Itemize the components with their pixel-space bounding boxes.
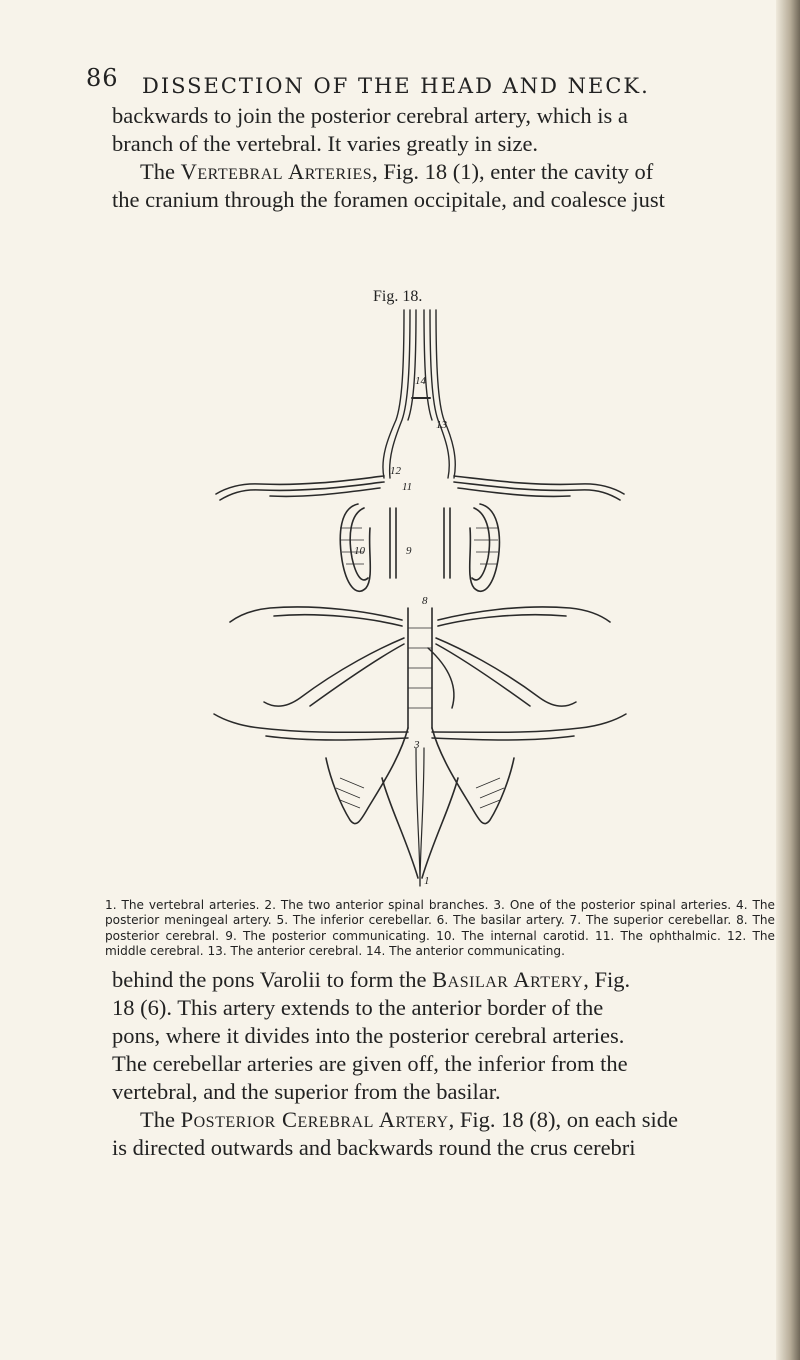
basilar-line-4: The cerebellar arteries are given off, the inferior from the (112, 1051, 628, 1076)
basilar-line-1: behind the pons Varolii to form the Basilar Artery, Fig. (112, 967, 631, 992)
running-title: DISSECTION OF THE HEAD AND NECK. (142, 74, 650, 98)
figure-label-1: 1 (424, 875, 430, 887)
figure-label-14: 14 (415, 375, 426, 387)
intro-line-1: backwards to join the posterior cerebral artery, which is a (112, 103, 628, 128)
vertebral-arteries-term: Vertebral Arteries (180, 159, 373, 184)
vertebral-arteries (326, 728, 514, 886)
inferior-cerebellar-arteries (214, 714, 626, 740)
figure-label-10: 10 (354, 545, 365, 557)
top-text-block (112, 102, 772, 214)
basilar-line-3: pons, where it divides into the posterior cerebral arteries. (112, 1023, 625, 1048)
figure-label-13: 13 (436, 419, 447, 431)
basilar-line-2: 18 (6). This artery extends to the anterior border of the (112, 995, 604, 1020)
basilar-artery-term: Basilar Artery (432, 967, 584, 992)
figure-label-3: 3 (414, 739, 420, 751)
vertebral-line-1: The Vertebral Arteries, Fig. 18 (1), enter the cavity of (140, 159, 654, 184)
figure-label-11: 11 (402, 481, 413, 493)
posterior-line-1: The Posterior Cerebral Artery, Fig. 18 (8), on each side (140, 1107, 678, 1132)
figure-label-8: 8 (422, 595, 428, 607)
page-number: 86 (86, 64, 119, 92)
posterior-cerebral-arteries (230, 607, 610, 626)
figure-label-9: 9 (406, 545, 412, 557)
anterior-cerebral-arteries (383, 310, 455, 478)
figure-caption: 1. The vertebral arteries. 2. The two anterior spinal branches. 3. One of the posterior spinal arteries. 4. The posterior meningeal artery. 5. The inferior cerebellar. 6. The basilar artery. 7. The superior cerebellar. 8. The posterior cerebral. 9. The posterior communicating. 10. The internal carotid. 11. The ophthalmic. 12. The middle cerebral. 13. The anterior cerebral. 14. The anterior communicating. (105, 898, 775, 958)
figure-label-12: 12 (390, 465, 401, 477)
vertebral-line-2: the cranium through the foramen occipitale, and coalesce just (112, 187, 665, 212)
basilar-artery (408, 608, 432, 728)
posterior-cerebral-term: Posterior Cerebral Artery (180, 1107, 449, 1132)
page-header (86, 64, 726, 104)
lower-text-block (112, 966, 784, 1162)
superior-cerebellar-arteries (264, 638, 576, 708)
intro-line-2: branch of the vertebral. It varies greatly in size. (112, 131, 539, 156)
posterior-line-2: is directed outwards and backwards round the crus cerebri (112, 1135, 636, 1160)
middle-cerebral-arteries (216, 476, 624, 500)
basilar-line-5: vertebral, and the superior from the basilar. (112, 1079, 501, 1104)
figure-label: Fig. 18. (373, 288, 423, 305)
arterial-circle-illustration (190, 308, 650, 892)
